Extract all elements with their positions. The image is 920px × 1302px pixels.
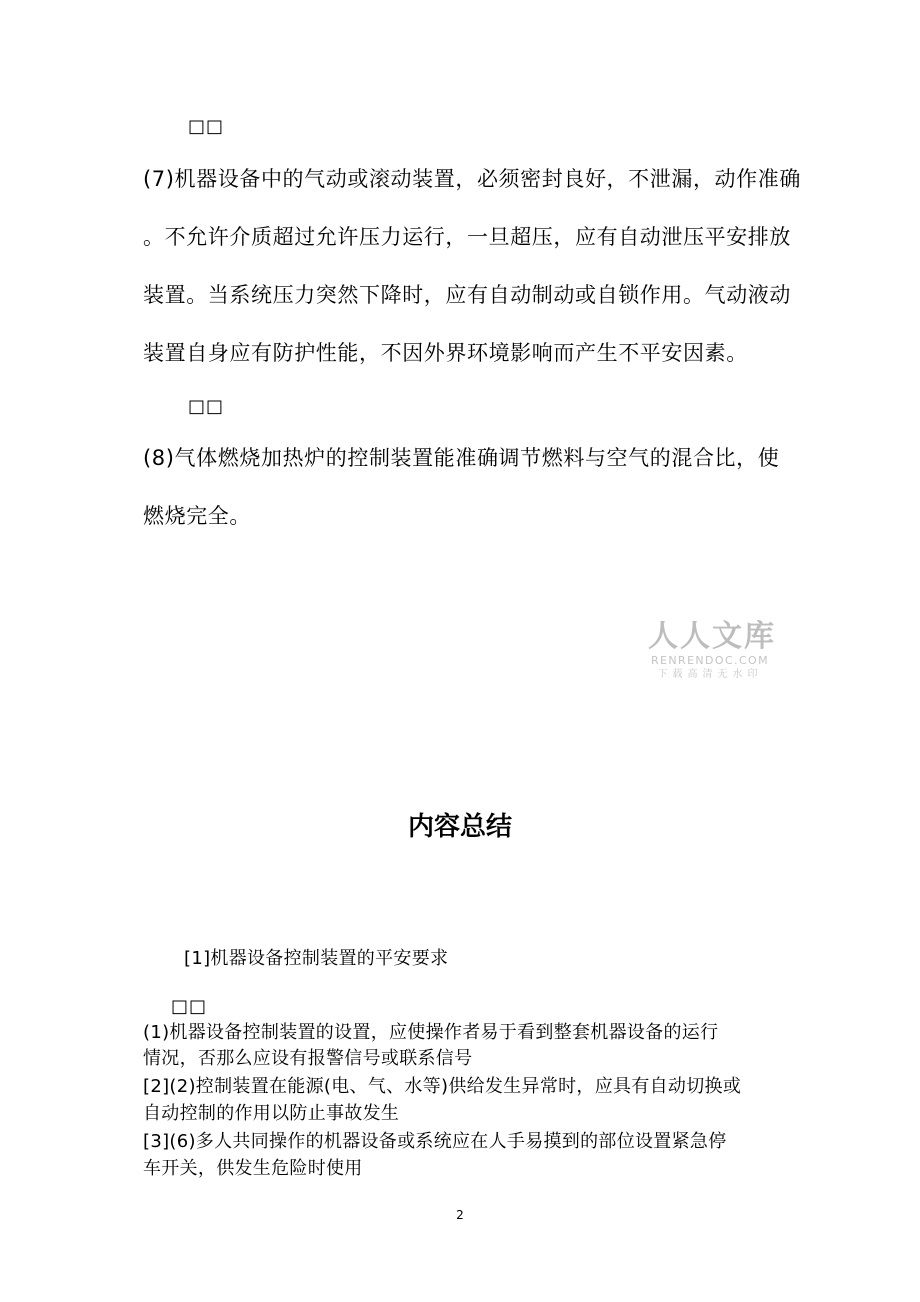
summary-line: 车开关，供发生危险时使用 xyxy=(143,1158,363,1179)
summary-heading: 内容总结 xyxy=(407,812,512,842)
page-number: 2 xyxy=(456,1208,464,1222)
watermark-domain: RENRENDOC.COM xyxy=(651,654,769,667)
body-line: 。不允许介质超过允许压力运行，一旦超压，应有自动泄压平安排放 xyxy=(143,225,791,249)
body-line: 装置自身应有防护性能，不因外界环境影响而产生不平安因素。 xyxy=(143,341,748,365)
placeholder-glyphs: □□ xyxy=(171,996,208,1017)
summary-line: [3](6)多人共同操作的机器设备或系统应在人手易摸到的部位设置紧急停 xyxy=(143,1131,727,1152)
placeholder-glyphs: □□ xyxy=(188,396,225,417)
summary-line: 情况，否那么应设有报警信号或联系信号 xyxy=(143,1048,473,1069)
summary-line: (1)机器设备控制装置的设置，应使操作者易于看到整套机器设备的运行 xyxy=(143,1022,719,1043)
placeholder-glyphs: □□ xyxy=(188,116,225,137)
body-line: 燃烧完全。 xyxy=(143,504,251,528)
watermark-logo xyxy=(648,619,776,682)
watermark-title: 人人文库 xyxy=(648,619,776,654)
summary-item-title: [1]机器设备控制装置的平安要求 xyxy=(184,948,449,969)
watermark-subtitle: 下载高清无水印 xyxy=(657,669,763,680)
summary-line: 自动控制的作用以防止事故发生 xyxy=(143,1103,400,1124)
body-line: (8)气体燃烧加热炉的控制装置能准确调节燃料与空气的混合比，使 xyxy=(143,446,780,470)
body-line: (7)机器设备中的气动或滚动装置，必须密封良好，不泄漏，动作准确 xyxy=(143,167,801,191)
summary-line: [2](2)控制装置在能源(电、气、水等)供给发生异常时，应具有自动切换或 xyxy=(143,1076,742,1097)
body-line: 装置。当系统压力突然下降时，应有自动制动或自锁作用。气动液动 xyxy=(143,283,791,307)
